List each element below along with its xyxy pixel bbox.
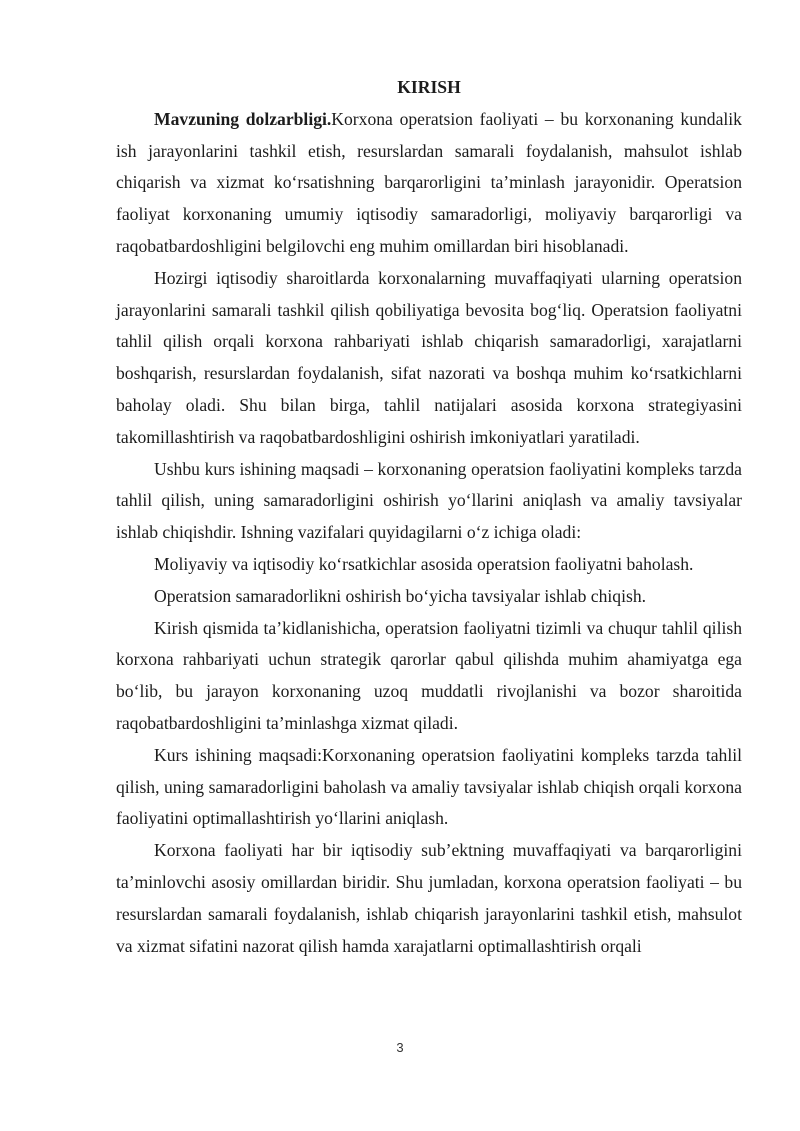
paragraph-text: Korxona operatsion faoliyati – bu korxonaning kundalik ish jarayonlarini tashkil etish, resurslardan samarali foydalanish, mahsulot ishlab chiqarish va xizmat ko‘rsatishning barqarorligini ta’minlash jarayonidir. Operatsion faoliyat korxonaning umumiy iqtisodiy samaradorligi, moliyaviy barqarorligi va raqobatbardoshligini belgilovchi eng muhim omillardan biri hisoblanadi. [116, 108, 742, 256]
paragraph-course-goal: Ushbu kurs ishining maqsadi – korxonaning operatsion faoliyatini kompleks tarzda tahlil qilish, uning samaradorligini oshirish yo‘llarini aniqlash va amaliy tavsiyalar ishlab chiqishdir. Ishning vazifalari quyidagilarni o‘z ichiga oladi: [116, 458, 742, 543]
paragraph-course-objective: Kurs ishining maqsadi:Korxonaning operatsion faoliyatini kompleks tarzda tahlil qilish, uning samaradorligini baholash va amaliy tavsiyalar ishlab chiqish orqali korxona faoliyatini optimallashtirish yo‘llarini aniqlash. [116, 744, 742, 829]
paragraph-introduction-summary: Kirish qismida ta’kidlanishicha, operatsion faoliyatni tizimli va chuqur tahlil qilish korxona rahbariyati uchun strategik qarorlar qabul qilishda muhim ahamiyatga ega bo‘lib, bu jarayon korxonaning uzoq muddatli rivojlanishi va bozor sharoitida raqobatbardoshligini ta’minlashga xizmat qiladi. [116, 617, 742, 733]
paragraph-lead: Mavzuning dolzarbligi. [154, 108, 332, 129]
paragraph-relevance [116, 104, 742, 263]
task-item-evaluation: Moliyaviy va iqtisodiy ko‘rsatkichlar asosida operatsion faoliyatni baholash. [154, 553, 694, 574]
task-item-recommendations: Operatsion samaradorlikni oshirish bo‘yicha tavsiyalar ishlab chiqish. [154, 585, 647, 606]
paragraph-enterprise-activity: Korxona faoliyati har bir iqtisodiy sub’ektning muvaffaqiyati va barqarorligini ta’minlovchi asosiy omillardan biridir. Shu jumladan, korxona operatsion faoliyati – bu resurslardan samarali foydalanish, ishlab chiqarish jarayonlarini tashkil etish, mahsulot va xizmat sifatini nazorat qilish hamda xarajatlarni optimallashtirish orqali [116, 840, 742, 956]
paragraph-current-conditions: Hozirgi iqtisodiy sharoitlarda korxonalarning muvaffaqiyati ularning operatsion jarayonlarini samarali tashkil qilish qobiliyatiga bevosita bog‘liq. Operatsion faoliyatni tahlil qilish orqali korxona rahbariyati ishlab chiqarish samaradorligi, xarajatlarni boshqarish, resurslardan foydalanish, sifat nazorati va boshqa muhim ko‘rsatkichlarni baholay oladi. Shu bilan birga, tahlil natijalari asosida korxona strategiyasini takomillashtirish va raqobatbardoshligini oshirish imkoniyatlari yaratiladi. [116, 267, 742, 447]
document-body [116, 72, 742, 962]
page-number: 3 [396, 1040, 404, 1055]
section-title: KIRISH [397, 77, 461, 97]
